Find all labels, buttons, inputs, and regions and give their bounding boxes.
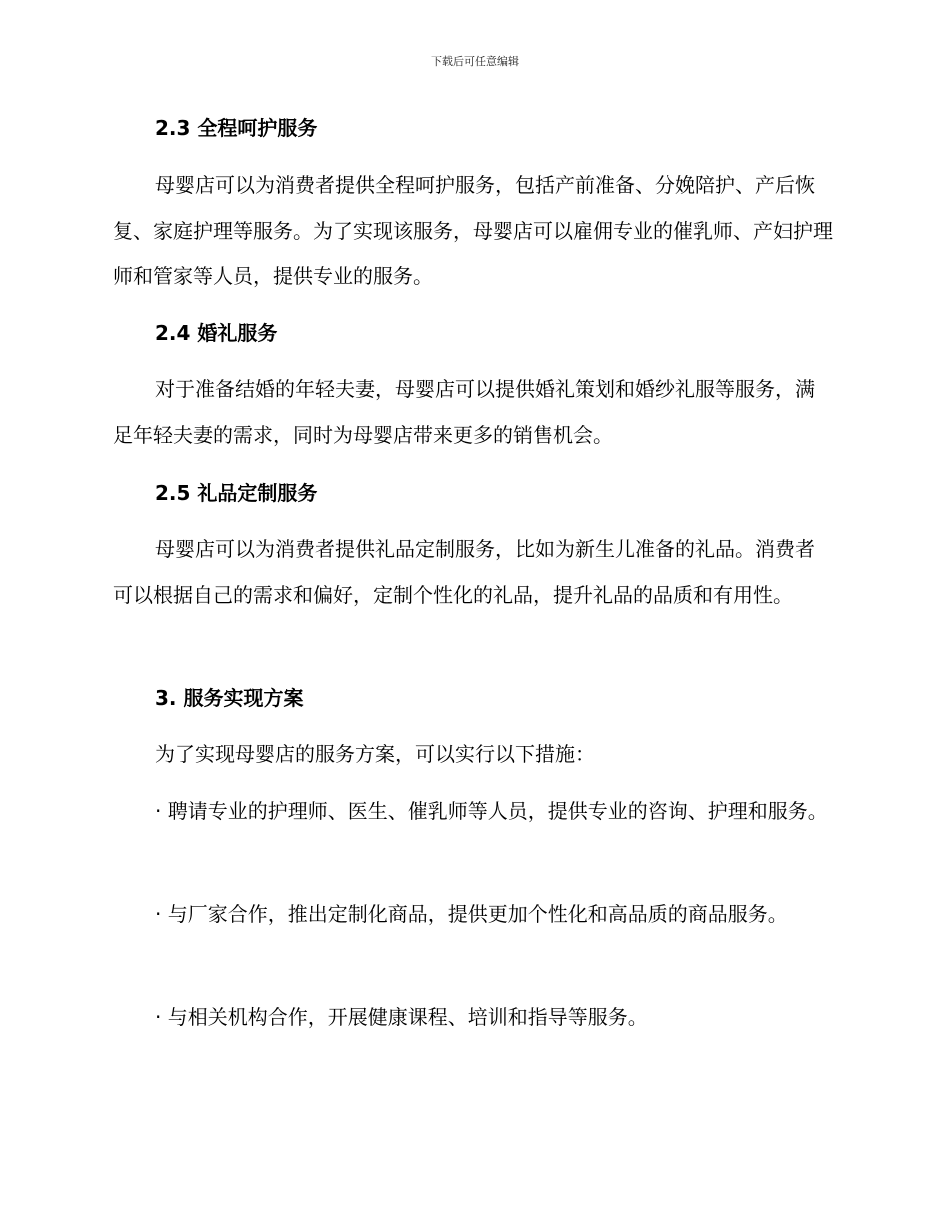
section-heading-2-3: 2.3 全程呵护服务 — [155, 116, 318, 140]
section-heading-3: 3. 服务实现方案 — [155, 686, 304, 710]
page-header: 下载后可任意编辑 — [431, 55, 519, 68]
section-heading-2-5: 2.5 礼品定制服务 — [155, 481, 318, 505]
section-paragraph-2-5: 母婴店可以为消费者提供礼品定制服务，比如为新生儿准备的礼品。消费者可以根据自己的需求和偏好，定制个性化的礼品，提升礼品的品质和有用性。 — [113, 537, 815, 607]
list-item: · 与相关机构合作，开展健康课程、培训和指导等服务。 — [155, 1005, 648, 1029]
list-item: · 聘请专业的护理师、医生、催乳师等人员，提供专业的咨询、护理和服务。 — [155, 799, 828, 823]
section-paragraph-2-4: 对于准备结婚的年轻夫妻，母婴店可以提供婚礼策划和婚纱礼服等服务，满足年轻夫妻的需求，同时为母婴店带来更多的销售机会。 — [113, 377, 815, 447]
section-paragraph-2-3: 母婴店可以为消费者提供全程呵护服务，包括产前准备、分娩陪护、产后恢复、家庭护理等服务。为了实现该服务，母婴店可以雇佣专业的催乳师、产妇护理师和管家等人员，提供专业的服务。 — [113, 173, 833, 288]
section-paragraph-3: 为了实现母婴店的服务方案，可以实行以下措施： — [155, 742, 595, 766]
list-item: · 与厂家合作，推出定制化商品，提供更加个性化和高品质的商品服务。 — [155, 902, 788, 926]
section-heading-2-4: 2.4 婚礼服务 — [155, 321, 278, 345]
